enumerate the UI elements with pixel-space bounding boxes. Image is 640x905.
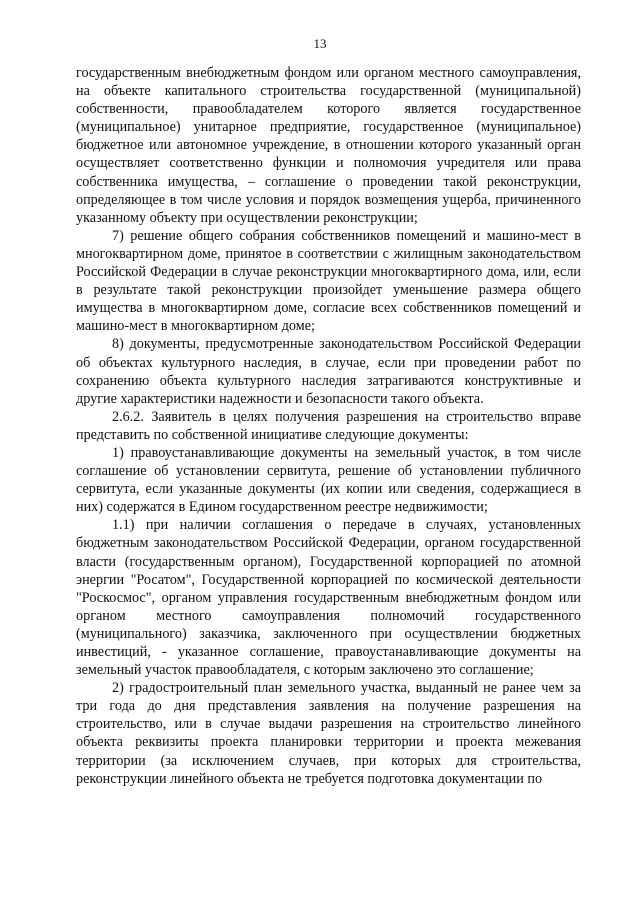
paragraph-item-2: 2) градостроительный план земельного участка, выданный не ранее чем за три года до дня представления заявления на получение разрешения на строительство, или в случае выдачи разрешения на строительство линейного объекта реквизиты проекта планировки территории и проекта межевания территории (за исключением случаев, при которых для строительства, реконструкции линейного объекта не требуется подготовка документации по: [76, 680, 581, 787]
document-body: [76, 64, 581, 788]
paragraph-continuation: государственным внебюджетным фондом или органом местного самоуправления, на объекте капитального строительства государственной (муниципальной) собственности, правообладателем которого является государственное (муниципальное) унитарное предприятие, государственное (муниципальное) бюджетное или автономное учреждение, в отношении которого указанный орган осуществляет соответственно функции и полномочия учредителя или права собственника имущества, – соглашение о проведении такой реконструкции, определяющее в том числе условия и порядок возмещения ущерба, причиненного указанному объекту при осуществлении реконструкции;: [76, 65, 581, 226]
paragraph-section-2-6-2: 2.6.2. Заявитель в целях получения разрешения на строительство вправе представить по собственной инициативе следующие документы:: [76, 408, 581, 443]
paragraph-item-7: 7) решение общего собрания собственников помещений и машино-мест в многоквартирном доме, принятое в соответствии с жилищным законодательством Российской Федерации в случае реконструкции многоквартирного дома, или, если в результате такой реконструкции произойдет уменьшение размера общего имущества в многоквартирном доме, согласие всех собственников помещений и машино-мест в многоквартирном доме;: [76, 227, 581, 335]
paragraph-item-1-1: 1.1) при наличии соглашения о передаче в случаях, установленных бюджетным законодательством Российской Федерации, органом государственной власти (государственным органом), Государственной корпорацией по атомной энергии "Росатом", Государственной корпорацией по космической деятельности "Роскосмос", органом управления государственным внебюджетным фондом или органом местного самоуправления полномочий государственного (муниципального) заказчика, заключенного при осуществлении бюджетных инвестиций, - указанное соглашение, правоустанавливающие документы на земельный участок правообладателя, с которым заключено это соглашение;: [76, 517, 581, 679]
paragraph-item-1: 1) правоустанавливающие документы на земельный участок, в том числе соглашение об установлении сервитута, решение об установлении публичного сервитута, если указанные документы (их копии или сведения, содержащиеся в них) содержатся в Едином государственном реестре недвижимости;: [76, 444, 581, 516]
paragraph-item-8: 8) документы, предусмотренные законодательством Российской Федерации об объектах культурного наследия, в случае, если при проведении работ по сохранению объекта культурного наследия затрагиваются конструктивные и другие характеристики надежности и безопасности такого объекта.: [76, 336, 581, 407]
page-number: 13: [313, 36, 327, 51]
